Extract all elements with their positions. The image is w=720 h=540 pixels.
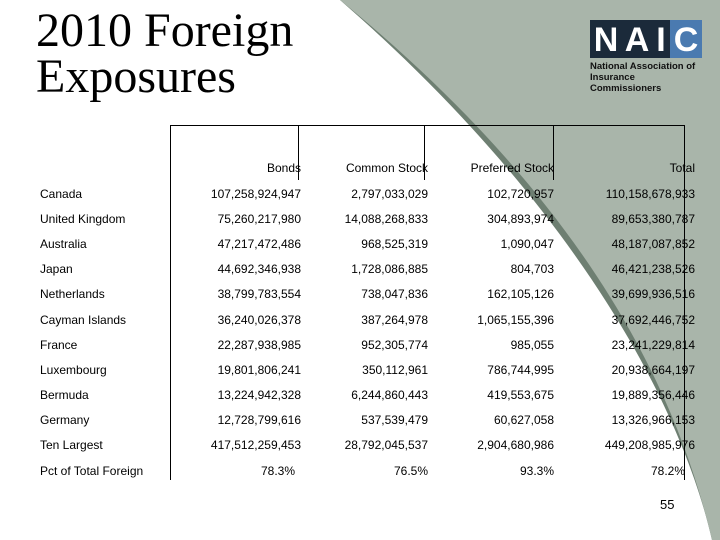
table-row [40,307,695,332]
common-stock-cell: 14,088,268,833 [344,211,428,226]
logo-letter-n: N [590,20,622,58]
table-header-row [40,155,695,181]
preferred-stock-cell: 60,627,058 [493,413,554,428]
bonds-cell: 38,799,783,554 [217,287,301,302]
bonds-cell: 19,801,806,241 [217,362,301,377]
header-bonds: Bonds [266,161,301,175]
total-cell: 13,326,966,153 [611,413,695,428]
total-cell: 89,653,380,787 [611,211,695,226]
table-row [40,383,695,408]
common-stock-cell: 537,539,479 [361,413,428,428]
slide-title-line-2: Exposures [36,50,236,103]
common-stock-cell: 387,264,978 [361,312,428,327]
common-stock-cell: 350,112,961 [362,362,428,377]
table-top-border [170,125,685,126]
header-common-stock: Common Stock [345,161,428,175]
preferred-stock-cell: 786,744,995 [487,362,554,377]
header-country [40,155,175,181]
table-row [40,231,695,256]
total-cell: 46,421,238,526 [611,262,695,277]
row-label: Luxembourg [40,362,107,377]
header-preferred-stock: Preferred Stock [470,161,554,175]
row-label: Netherlands [40,287,105,302]
total-cell: 48,187,087,852 [611,236,695,251]
logo-caption [590,61,708,94]
table-row [40,206,695,231]
common-stock-cell: 2,797,033,029 [351,186,428,201]
table-row-ten-largest [40,433,695,458]
row-label: Bermuda [40,388,89,403]
bonds-cell: 78.3% [260,463,295,478]
common-stock-cell: 968,525,319 [361,236,428,251]
bonds-cell: 417,512,259,453 [210,438,301,453]
bonds-cell: 22,287,938,985 [217,337,301,352]
row-label: Ten Largest [40,438,103,453]
logo-caption-line-2: Insurance Commissioners [590,72,662,94]
common-stock-cell: 952,305,774 [361,337,428,352]
table-row [40,357,695,382]
table-row [40,181,695,206]
bonds-cell: 47,217,472,486 [217,236,301,251]
total-cell: 39,699,936,516 [611,287,695,302]
row-label: Canada [40,186,83,201]
slide-title-line-1: 2010 Foreign [36,4,294,57]
row-label: Japan [40,262,73,277]
total-cell: 19,889,356,446 [611,388,695,403]
row-label: Germany [40,413,90,428]
preferred-stock-cell: 304,893,974 [487,211,554,226]
page-number: 55 [660,497,675,512]
logo-letter-a: A [622,20,652,58]
bonds-cell: 13,224,942,328 [217,388,301,403]
total-cell: 110,158,678,933 [605,186,695,201]
row-label: Cayman Islands [40,312,127,327]
preferred-stock-cell: 419,553,675 [487,388,554,403]
total-cell: 78.2% [650,463,685,478]
header-total: Total [669,161,695,175]
preferred-stock-cell: 162,105,126 [487,287,554,302]
common-stock-cell: 28,792,045,537 [344,438,428,453]
logo-letter-i: I [652,20,670,58]
naic-logo-mark [590,20,708,58]
preferred-stock-cell: 2,904,680,986 [477,438,554,453]
preferred-stock-cell: 804,703 [510,262,554,277]
common-stock-cell: 76.5% [393,463,428,478]
preferred-stock-cell: 102,720,957 [487,186,554,201]
table-row [40,282,695,307]
row-label: Australia [40,236,87,251]
row-label: United Kingdom [40,211,126,226]
preferred-stock-cell: 1,090,047 [500,236,554,251]
total-cell: 37,692,446,752 [611,312,695,327]
naic-logo [590,20,708,94]
logo-letter-c: C [670,20,702,58]
foreign-exposures-table [40,155,695,483]
total-cell: 23,241,229,814 [611,337,695,352]
logo-caption-line-1: National Association of [590,61,696,72]
preferred-stock-cell: 93.3% [519,463,554,478]
bonds-cell: 12,728,799,616 [217,413,301,428]
common-stock-cell: 6,244,860,443 [351,388,428,403]
bonds-cell: 44,692,346,938 [217,262,301,277]
bonds-cell: 75,260,217,980 [217,211,301,226]
total-cell: 20,938,664,197 [611,362,695,377]
table-row-pct-of-total [40,458,695,483]
common-stock-cell: 1,728,086,885 [351,262,428,277]
table-row [40,257,695,282]
common-stock-cell: 738,047,836 [361,287,428,302]
row-label: France [40,337,78,352]
table-row [40,332,695,357]
preferred-stock-cell: 985,055 [510,337,554,352]
slide-title [36,4,294,103]
bonds-cell: 36,240,026,378 [217,312,301,327]
table-row [40,408,695,433]
row-label: Pct of Total Foreign [40,463,144,478]
bonds-cell: 107,258,924,947 [210,186,301,201]
total-cell: 449,208,985,976 [604,438,695,453]
preferred-stock-cell: 1,065,155,396 [477,312,554,327]
